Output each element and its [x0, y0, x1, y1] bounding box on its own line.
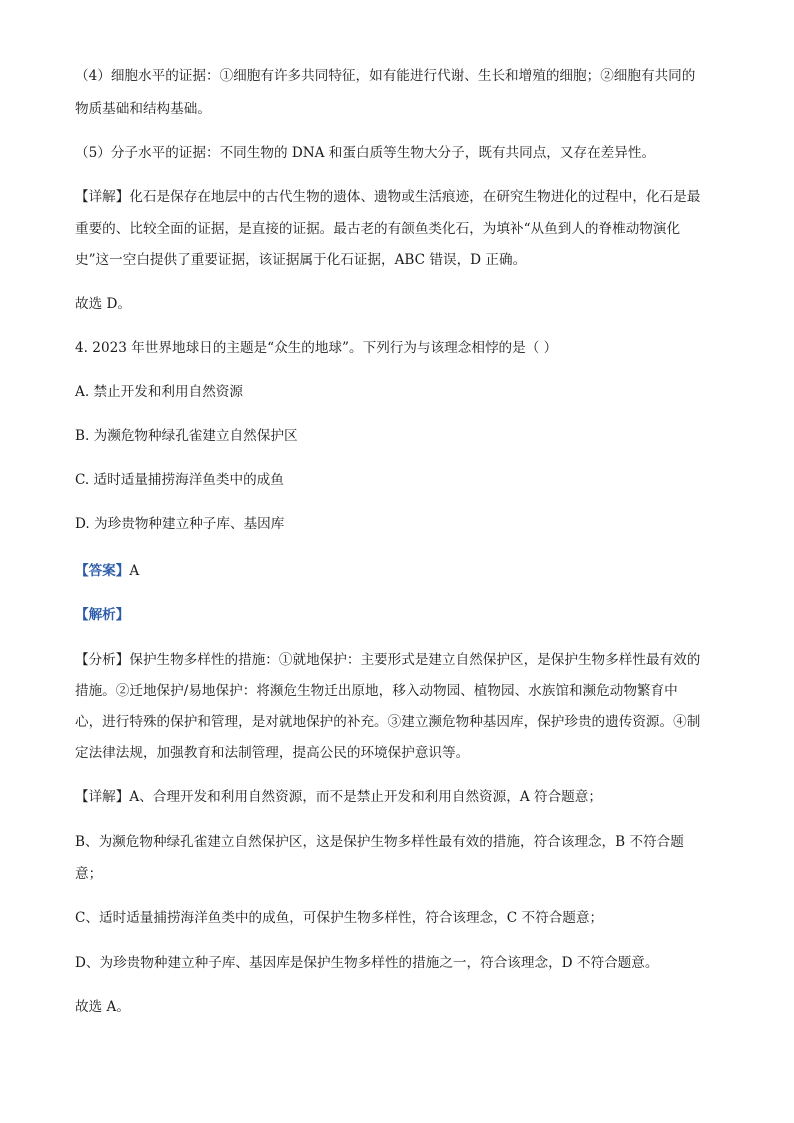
- option-c: C. 适时适量捕捞海洋鱼类中的成鱼: [75, 472, 284, 488]
- paragraph-line: 物质基础和结构基础。: [75, 101, 211, 117]
- paragraph-line: 重要的、比较全面的证据，是直接的证据。最古老的有颌鱼类化石，为填补“从鱼到人的脊椎动物演化: [75, 221, 681, 237]
- question-stem: 4. 2023 年世界地球日的主题是“众生的地球”。下列行为与该理念相悖的是（ ）: [75, 340, 558, 356]
- paragraph-line: B、为濒危物种绿孔雀建立自然保护区，这是保护生物多样性最有效的措施，符合该理念，B 不符合题: [75, 834, 684, 850]
- option-d: D. 为珍贵物种建立种子库、基因库: [75, 516, 285, 532]
- paragraph-line: 【详解】A、合理开发和利用自然资源，而不是禁止开发和利用自然资源，A 符合题意；: [75, 789, 602, 805]
- paragraph-line: 【详解】化石是保存在地层中的古代生物的遗体、遗物或生活痕迹，在研究生物进化的过程中，化石是最: [75, 189, 701, 205]
- paragraph-line: C、适时适量捕捞海洋鱼类中的成鱼，可保护生物多样性，符合该理念，C 不符合题意；: [75, 910, 604, 926]
- answer-tag: 【答案】: [75, 563, 130, 579]
- paragraph-line: 故选 D。: [75, 296, 132, 312]
- paragraph-line: 史”这一空白提供了重要证据，该证据属于化石证据，ABC 错误，D 正确。: [75, 252, 527, 268]
- option-b: B. 为濒危物种绿孔雀建立自然保护区: [75, 428, 298, 444]
- answer-line: [75, 561, 725, 581]
- paragraph-line: 措施。②迁地保护/易地保护：将濒危生物迁出原地，移入动物园、植物园、水族馆和濒危动物繁育中: [75, 683, 678, 699]
- paragraph-line: 意；: [75, 866, 103, 882]
- paragraph-line: D、为珍贵物种建立种子库、基因库是保护生物多样性的措施之一，符合该理念，D 不符合题意。: [75, 955, 659, 971]
- paragraph-line: 心，进行特殊的保护和管理，是对就地保护的补充。③建立濒危物种基因库，保护珍贵的遗传资源。④制: [75, 714, 701, 730]
- paragraph-line: 【分析】保护生物多样性的措施：①就地保护：主要形式是建立自然保护区，是保护生物多样性最有效的: [75, 652, 701, 668]
- option-a: A. 禁止开发和利用自然资源: [75, 384, 243, 400]
- paragraph-line: （5）分子水平的证据：不同生物的 DNA 和蛋白质等生物大分子，既有共同点，又存在差异性。: [75, 145, 656, 161]
- analysis-heading: [75, 605, 725, 625]
- paragraph-line: （4）细胞水平的证据：①细胞有许多共同特征，如有能进行代谢、生长和增殖的细胞；②细胞有共同的: [75, 68, 696, 84]
- paragraph-line: 故选 A。: [75, 999, 130, 1015]
- analysis-tag: 【解析】: [75, 607, 130, 623]
- answer-value: A: [129, 563, 140, 579]
- paragraph-line: 定法律法规，加强教育和法制管理，提高公民的环境保护意识等。: [75, 745, 470, 761]
